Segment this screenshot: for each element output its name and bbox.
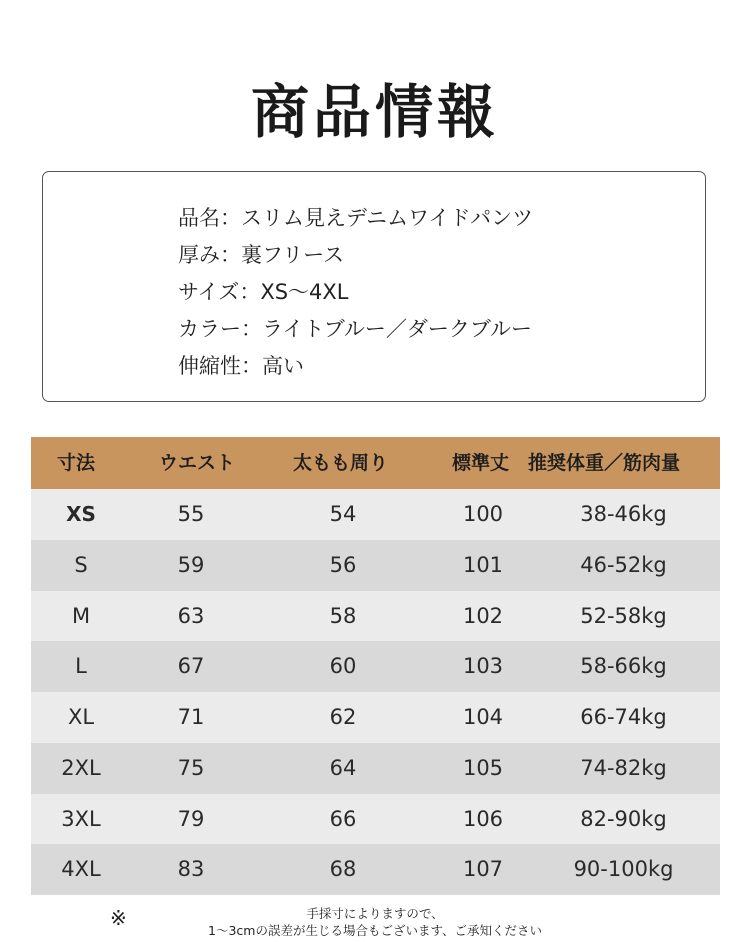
cell-size: S [74, 552, 88, 577]
cell-size: 2XL [61, 755, 101, 780]
cell-length: 103 [462, 654, 504, 679]
table-row [31, 540, 720, 591]
info-product-name: 品名：スリム見えデニムワイドパンツ [178, 206, 534, 230]
size-table [31, 437, 720, 895]
cell-weight: 90-100kg [573, 857, 674, 882]
table-header [31, 437, 720, 489]
table-row [31, 794, 720, 845]
cell-thigh: 54 [329, 502, 357, 526]
cell-length: 105 [462, 755, 504, 780]
table-row [31, 692, 720, 743]
info-colors: カラー：ライトブルー／ダークブルー [178, 317, 533, 341]
page-title: 商品情報 [250, 78, 499, 146]
note-line-2: 1〜3cmの誤差が生じる場合もございます、ご承知ください [208, 923, 542, 938]
header-thigh: 太もも周り [293, 452, 389, 474]
cell-waist: 83 [177, 857, 205, 882]
cell-size: 3XL [61, 806, 101, 831]
measurement-note [0, 905, 750, 939]
cell-waist: 55 [177, 502, 205, 526]
cell-thigh: 60 [329, 654, 357, 679]
header-waist: ウエスト [159, 452, 236, 474]
table-row [31, 844, 720, 895]
cell-waist: 59 [177, 552, 205, 577]
header-size: 寸法 [57, 452, 96, 474]
cell-length: 106 [462, 806, 504, 831]
product-info-list [178, 200, 533, 385]
table-row [31, 641, 720, 692]
cell-weight: 46-52kg [580, 552, 667, 577]
cell-waist: 67 [177, 654, 205, 679]
cell-size: 4XL [61, 857, 101, 882]
cell-length: 100 [462, 502, 504, 526]
cell-weight: 38-46kg [580, 502, 667, 526]
table-row [31, 591, 720, 642]
cell-length: 102 [462, 603, 504, 628]
info-stretch: 伸縮性：高い [178, 354, 304, 378]
cell-thigh: 66 [329, 806, 357, 831]
cell-thigh: 68 [329, 857, 357, 882]
table-row [31, 489, 720, 540]
header-weight: 推奨体重／筋肉量 [528, 452, 681, 474]
info-size-range: サイズ：XS〜4XL [178, 280, 349, 304]
cell-length: 101 [462, 552, 504, 577]
cell-thigh: 56 [329, 552, 357, 577]
cell-thigh: 62 [329, 705, 357, 729]
cell-weight: 82-90kg [580, 806, 667, 831]
cell-size: M [71, 603, 91, 628]
note-mark: ※ [110, 906, 127, 930]
cell-size: XL [67, 705, 95, 729]
cell-waist: 75 [177, 755, 205, 780]
info-thickness: 厚み：裏フリース [178, 243, 345, 267]
cell-size: L [75, 654, 87, 679]
header-length: 標準丈 [452, 452, 510, 474]
cell-weight: 66-74kg [580, 705, 667, 729]
cell-weight: 58-66kg [580, 654, 667, 679]
cell-waist: 71 [177, 705, 205, 729]
cell-length: 107 [462, 857, 504, 882]
cell-weight: 74-82kg [580, 755, 667, 780]
cell-thigh: 64 [329, 755, 357, 780]
cell-length: 104 [462, 705, 504, 729]
cell-weight: 52-58kg [580, 603, 667, 628]
product-info-box [42, 171, 706, 402]
cell-waist: 63 [177, 603, 205, 628]
cell-waist: 79 [177, 806, 205, 831]
cell-thigh: 58 [329, 603, 357, 628]
table-row [31, 743, 720, 794]
note-line-1: 手採寸によりますので、 [306, 906, 444, 921]
cell-size: XS [66, 502, 96, 526]
